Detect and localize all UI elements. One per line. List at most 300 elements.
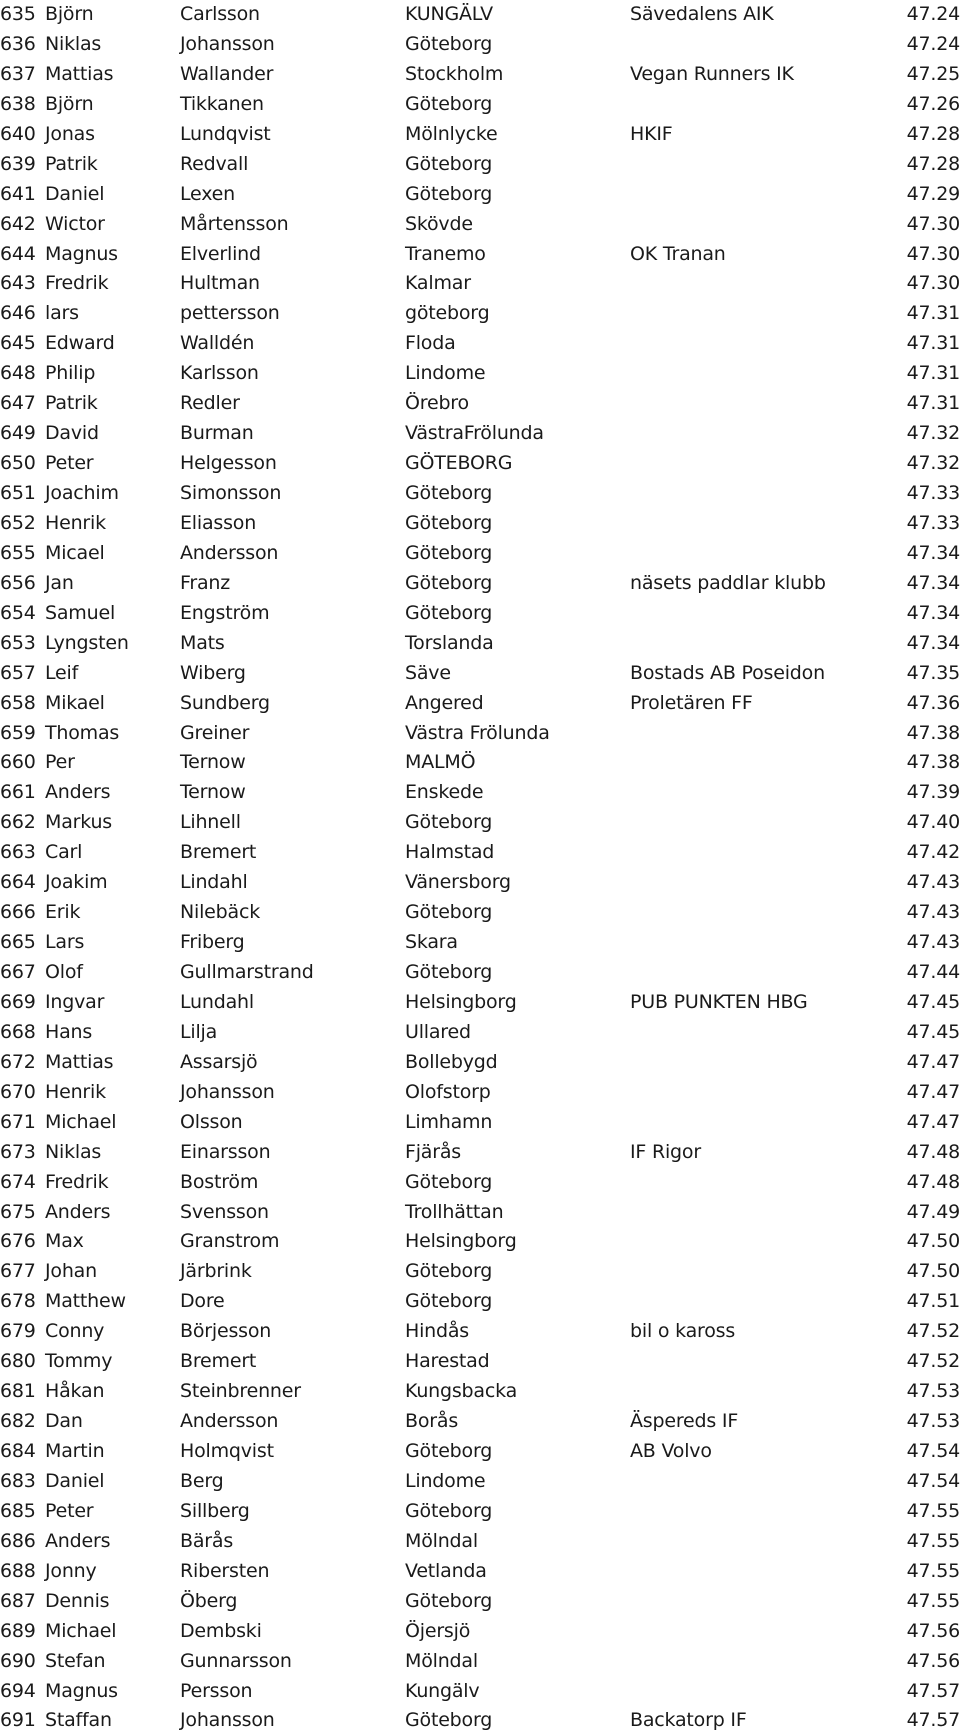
first-name: Björn xyxy=(45,92,94,115)
finish-time: 47.47 xyxy=(906,1080,960,1103)
start-number: 643 xyxy=(0,272,36,295)
start-number: 677 xyxy=(0,1260,36,1283)
result-row xyxy=(0,299,960,329)
city: Göteborg xyxy=(405,1499,493,1522)
result-row xyxy=(0,1078,960,1108)
start-number: 650 xyxy=(0,452,36,475)
first-name: Anders xyxy=(45,1200,111,1223)
result-row xyxy=(0,838,960,868)
last-name: Gullmarstrand xyxy=(180,961,314,983)
first-name: David xyxy=(45,422,99,445)
club: näsets paddlar klubb xyxy=(630,571,826,594)
start-number: 661 xyxy=(0,781,36,804)
last-name: Ternow xyxy=(180,751,246,774)
first-name: Leif xyxy=(45,661,79,684)
city: Göteborg xyxy=(405,482,493,504)
start-number: 678 xyxy=(0,1290,36,1313)
start-number: 682 xyxy=(0,1410,36,1433)
finish-time: 47.56 xyxy=(906,1649,960,1672)
finish-time: 47.30 xyxy=(906,242,960,265)
last-name: Gunnarsson xyxy=(180,1649,292,1672)
finish-time: 47.34 xyxy=(906,631,960,654)
start-number: 658 xyxy=(0,691,36,714)
first-name: Matthew xyxy=(45,1290,126,1313)
result-row xyxy=(0,60,960,90)
last-name: Boström xyxy=(180,1170,259,1193)
result-row xyxy=(0,1527,960,1557)
last-name: Ternow xyxy=(180,781,246,804)
last-name: Persson xyxy=(180,1679,253,1702)
finish-time: 47.43 xyxy=(906,901,960,924)
start-number: 686 xyxy=(0,1529,36,1552)
start-number: 638 xyxy=(0,92,36,115)
result-row xyxy=(0,599,960,629)
city: Skara xyxy=(405,931,458,954)
finish-time: 47.51 xyxy=(906,1290,960,1313)
last-name: Greiner xyxy=(180,721,250,744)
first-name: Michael xyxy=(45,1110,117,1133)
finish-time: 47.25 xyxy=(906,62,960,85)
finish-time: 47.47 xyxy=(906,1110,960,1133)
city: Hindås xyxy=(405,1320,470,1343)
start-number: 656 xyxy=(0,571,36,594)
city: Kungsbacka xyxy=(405,1380,518,1403)
result-row xyxy=(0,1257,960,1287)
finish-time: 47.29 xyxy=(906,182,960,205)
city: Göteborg xyxy=(405,32,493,55)
city: Tranemo xyxy=(405,242,486,265)
city: Olofstorp xyxy=(405,1080,491,1103)
city: Göteborg xyxy=(405,1260,493,1283)
first-name: Henrik xyxy=(45,1080,106,1103)
city: Göteborg xyxy=(405,152,493,175)
finish-time: 47.43 xyxy=(906,931,960,954)
last-name: Bremert xyxy=(180,1350,257,1373)
start-number: 691 xyxy=(0,1709,36,1732)
start-number: 662 xyxy=(0,811,36,834)
finish-time: 47.32 xyxy=(906,422,960,445)
city: Göteborg xyxy=(405,1290,493,1313)
result-row xyxy=(0,1198,960,1228)
result-row xyxy=(0,659,960,689)
city: Göteborg xyxy=(405,1709,493,1732)
start-number: 659 xyxy=(0,721,36,744)
finish-time: 47.34 xyxy=(906,601,960,624)
result-row xyxy=(0,0,960,30)
finish-time: 47.50 xyxy=(906,1260,960,1283)
city: Stockholm xyxy=(405,62,504,85)
finish-time: 47.31 xyxy=(906,302,960,325)
first-name: Mattias xyxy=(45,1050,114,1073)
finish-time: 47.28 xyxy=(906,122,960,145)
first-name: Mattias xyxy=(45,62,114,85)
club: bil o kaross xyxy=(630,1320,736,1343)
result-row xyxy=(0,569,960,599)
city: Bollebygd xyxy=(405,1050,498,1073)
first-name: Peter xyxy=(45,1499,94,1522)
last-name: Andersson xyxy=(180,541,279,564)
last-name: Tikkanen xyxy=(180,92,264,115)
finish-time: 47.55 xyxy=(906,1559,960,1582)
start-number: 640 xyxy=(0,122,36,145)
city: Västra Frölunda xyxy=(405,721,550,744)
start-number: 672 xyxy=(0,1050,36,1073)
start-number: 664 xyxy=(0,871,36,894)
start-number: 688 xyxy=(0,1559,36,1582)
result-row xyxy=(0,329,960,359)
club: HKIF xyxy=(630,122,673,145)
last-name: Eliasson xyxy=(180,511,257,534)
last-name: Öberg xyxy=(180,1589,238,1612)
city: Trollhättan xyxy=(405,1200,504,1223)
start-number: 670 xyxy=(0,1080,36,1103)
finish-time: 47.54 xyxy=(906,1469,960,1492)
city: Mölnlycke xyxy=(405,122,498,145)
last-name: Johansson xyxy=(180,32,275,55)
start-number: 683 xyxy=(0,1469,36,1492)
last-name: Steinbrenner xyxy=(180,1380,301,1403)
result-row xyxy=(0,509,960,539)
start-number: 648 xyxy=(0,362,36,385)
city: Göteborg xyxy=(405,601,493,624)
finish-time: 47.55 xyxy=(906,1589,960,1612)
city: Göteborg xyxy=(405,1170,493,1193)
last-name: Lihnell xyxy=(180,811,241,834)
result-row xyxy=(0,1557,960,1587)
last-name: Engström xyxy=(180,601,270,624)
finish-time: 47.48 xyxy=(906,1170,960,1193)
last-name: Dembski xyxy=(180,1619,262,1642)
last-name: Lindahl xyxy=(180,871,248,894)
finish-time: 47.57 xyxy=(906,1679,960,1702)
last-name: Sillberg xyxy=(180,1499,250,1522)
result-row xyxy=(0,210,960,240)
result-row xyxy=(0,1437,960,1467)
last-name: Redvall xyxy=(180,152,249,175)
city: Borås xyxy=(405,1410,459,1433)
result-row xyxy=(0,898,960,928)
start-number: 674 xyxy=(0,1170,36,1193)
city: Göteborg xyxy=(405,92,493,115)
start-number: 639 xyxy=(0,152,36,175)
first-name: Martin xyxy=(45,1440,105,1462)
start-number: 663 xyxy=(0,841,36,864)
first-name: Dan xyxy=(45,1410,83,1433)
result-row xyxy=(0,30,960,60)
finish-time: 47.43 xyxy=(906,871,960,894)
first-name: Patrik xyxy=(45,392,98,415)
start-number: 673 xyxy=(0,1140,36,1163)
city: Lindome xyxy=(405,1469,486,1492)
last-name: Assarsjö xyxy=(180,1050,258,1073)
city: Lindome xyxy=(405,362,486,385)
finish-time: 47.34 xyxy=(906,571,960,594)
first-name: Micael xyxy=(45,541,105,564)
start-number: 694 xyxy=(0,1679,36,1702)
finish-time: 47.33 xyxy=(906,511,960,534)
start-number: 660 xyxy=(0,751,36,774)
last-name: Hultman xyxy=(180,272,260,295)
last-name: Berg xyxy=(180,1469,224,1492)
start-number: 675 xyxy=(0,1200,36,1223)
result-row xyxy=(0,629,960,659)
finish-time: 47.35 xyxy=(906,661,960,684)
result-row xyxy=(0,1287,960,1317)
last-name: Wallander xyxy=(180,62,274,85)
city: Torslanda xyxy=(405,631,494,654)
last-name: Simonsson xyxy=(180,482,282,504)
first-name: Anders xyxy=(45,1529,111,1552)
city: Skövde xyxy=(405,212,473,235)
start-number: 687 xyxy=(0,1589,36,1612)
result-row xyxy=(0,1467,960,1497)
result-row xyxy=(0,1048,960,1078)
start-number: 646 xyxy=(0,302,36,325)
first-name: Jan xyxy=(45,571,74,594)
first-name: Fredrik xyxy=(45,272,109,295)
start-number: 680 xyxy=(0,1350,36,1373)
finish-time: 47.36 xyxy=(906,691,960,714)
first-name: Jonny xyxy=(45,1559,97,1582)
last-name: Granstrom xyxy=(180,1230,280,1253)
city: Enskede xyxy=(405,781,484,804)
finish-time: 47.52 xyxy=(906,1320,960,1343)
result-row xyxy=(0,90,960,120)
first-name: Wictor xyxy=(45,212,105,235)
last-name: Lexen xyxy=(180,182,235,205)
result-row xyxy=(0,150,960,180)
city: Öjersjö xyxy=(405,1619,471,1642)
first-name: Ingvar xyxy=(45,990,105,1013)
finish-time: 47.50 xyxy=(906,1230,960,1253)
last-name: Redler xyxy=(180,392,240,415)
start-number: 655 xyxy=(0,541,36,564)
finish-time: 47.45 xyxy=(906,990,960,1013)
city: Limhamn xyxy=(405,1110,493,1133)
result-row xyxy=(0,180,960,210)
result-row xyxy=(0,539,960,569)
last-name: Mårtensson xyxy=(180,212,289,235)
last-name: Carlsson xyxy=(180,3,260,25)
last-name: Lundqvist xyxy=(180,122,271,145)
club: Vegan Runners IK xyxy=(630,62,794,85)
result-row xyxy=(0,1587,960,1617)
result-row xyxy=(0,778,960,808)
start-number: 647 xyxy=(0,392,36,415)
first-name: Niklas xyxy=(45,32,102,55)
city: Göteborg xyxy=(405,182,493,205)
result-row xyxy=(0,449,960,479)
city: Mölndal xyxy=(405,1649,478,1672)
last-name: Holmqvist xyxy=(180,1440,274,1462)
result-row xyxy=(0,868,960,898)
finish-time: 47.44 xyxy=(906,961,960,983)
first-name: Erik xyxy=(45,901,81,924)
first-name: Daniel xyxy=(45,182,105,205)
start-number: 689 xyxy=(0,1619,36,1642)
first-name: Lyngsten xyxy=(45,631,129,654)
last-name: Sundberg xyxy=(180,691,270,714)
last-name: Walldén xyxy=(180,332,255,355)
start-number: 679 xyxy=(0,1320,36,1343)
finish-time: 47.42 xyxy=(906,841,960,864)
city: Vetlanda xyxy=(405,1559,487,1582)
finish-time: 47.26 xyxy=(906,92,960,115)
result-row xyxy=(0,1677,960,1707)
city: MALMÖ xyxy=(405,751,476,774)
city: VästraFrölunda xyxy=(405,422,544,445)
finish-time: 47.24 xyxy=(906,3,960,25)
start-number: 671 xyxy=(0,1110,36,1133)
first-name: Anders xyxy=(45,781,111,804)
city: KUNGÄLV xyxy=(405,3,493,25)
start-number: 657 xyxy=(0,661,36,684)
first-name: Edward xyxy=(45,332,115,355)
result-row xyxy=(0,1168,960,1198)
city: Helsingborg xyxy=(405,1230,517,1253)
start-number: 635 xyxy=(0,3,36,25)
last-name: Bärås xyxy=(180,1529,234,1552)
start-number: 637 xyxy=(0,62,36,85)
result-row xyxy=(0,1317,960,1347)
result-row xyxy=(0,689,960,719)
finish-time: 47.54 xyxy=(906,1440,960,1462)
city: Floda xyxy=(405,332,456,355)
first-name: Daniel xyxy=(45,1469,105,1492)
finish-time: 47.55 xyxy=(906,1529,960,1552)
finish-time: 47.31 xyxy=(906,392,960,415)
result-row xyxy=(0,808,960,838)
last-name: Johansson xyxy=(180,1080,275,1103)
first-name: Tommy xyxy=(45,1350,113,1373)
finish-time: 47.32 xyxy=(906,452,960,475)
last-name: Ribersten xyxy=(180,1559,270,1582)
finish-time: 47.38 xyxy=(906,721,960,744)
finish-time: 47.31 xyxy=(906,332,960,355)
result-row xyxy=(0,1108,960,1138)
result-row xyxy=(0,359,960,389)
result-row xyxy=(0,988,960,1018)
result-row xyxy=(0,1347,960,1377)
finish-time: 47.48 xyxy=(906,1140,960,1163)
last-name: pettersson xyxy=(180,302,280,325)
finish-time: 47.34 xyxy=(906,541,960,564)
first-name: Max xyxy=(45,1230,84,1253)
city: Halmstad xyxy=(405,841,495,864)
city: Örebro xyxy=(405,392,469,415)
start-number: 681 xyxy=(0,1380,36,1403)
city: Mölndal xyxy=(405,1529,478,1552)
start-number: 654 xyxy=(0,601,36,624)
start-number: 651 xyxy=(0,482,36,504)
result-row xyxy=(0,240,960,270)
club: IF Rigor xyxy=(630,1140,701,1163)
result-row xyxy=(0,748,960,778)
finish-time: 47.30 xyxy=(906,212,960,235)
club: PUB PUNKTEN HBG xyxy=(630,990,808,1013)
city: Göteborg xyxy=(405,1440,493,1462)
first-name: Johan xyxy=(45,1260,97,1283)
finish-time: 47.38 xyxy=(906,751,960,774)
start-number: 642 xyxy=(0,212,36,235)
city: Kalmar xyxy=(405,272,471,295)
start-number: 676 xyxy=(0,1230,36,1253)
club: Bostads AB Poseidon xyxy=(630,661,825,684)
last-name: Svensson xyxy=(180,1200,269,1223)
last-name: Järbrink xyxy=(180,1260,252,1283)
result-row xyxy=(0,1407,960,1437)
start-number: 668 xyxy=(0,1020,36,1043)
club: Backatorp IF xyxy=(630,1709,747,1732)
last-name: Bremert xyxy=(180,841,257,864)
last-name: Johansson xyxy=(180,1709,275,1732)
first-name: Magnus xyxy=(45,1679,118,1702)
first-name: Joachim xyxy=(45,482,119,504)
start-number: 649 xyxy=(0,422,36,445)
city: Göteborg xyxy=(405,811,493,834)
result-row xyxy=(0,1497,960,1527)
last-name: Karlsson xyxy=(180,362,259,385)
first-name: Håkan xyxy=(45,1380,105,1403)
city: Fjärås xyxy=(405,1140,462,1163)
finish-time: 47.31 xyxy=(906,362,960,385)
finish-time: 47.52 xyxy=(906,1350,960,1373)
finish-time: 47.47 xyxy=(906,1050,960,1073)
result-row xyxy=(0,1647,960,1677)
city: Ullared xyxy=(405,1020,471,1043)
city: Kungälv xyxy=(405,1679,480,1702)
finish-time: 47.40 xyxy=(906,811,960,834)
finish-time: 47.30 xyxy=(906,272,960,295)
result-row xyxy=(0,269,960,299)
start-number: 641 xyxy=(0,182,36,205)
last-name: Andersson xyxy=(180,1410,279,1433)
result-row xyxy=(0,120,960,150)
finish-time: 47.28 xyxy=(906,152,960,175)
first-name: Staffan xyxy=(45,1709,112,1732)
first-name: Patrik xyxy=(45,152,98,175)
last-name: Friberg xyxy=(180,931,245,954)
start-number: 653 xyxy=(0,631,36,654)
finish-time: 47.53 xyxy=(906,1410,960,1433)
city: Vänersborg xyxy=(405,871,511,894)
finish-time: 47.49 xyxy=(906,1200,960,1223)
last-name: Elverlind xyxy=(180,242,261,265)
finish-time: 47.45 xyxy=(906,1020,960,1043)
result-row xyxy=(0,389,960,419)
first-name: Stefan xyxy=(45,1649,106,1672)
club: Äspereds IF xyxy=(630,1410,739,1433)
first-name: Jonas xyxy=(45,122,95,145)
first-name: Peter xyxy=(45,452,94,475)
start-number: 644 xyxy=(0,242,36,265)
last-name: Börjesson xyxy=(180,1320,272,1343)
first-name: Michael xyxy=(45,1619,117,1642)
start-number: 652 xyxy=(0,511,36,534)
last-name: Dore xyxy=(180,1290,225,1313)
finish-time: 47.53 xyxy=(906,1380,960,1403)
last-name: Franz xyxy=(180,571,231,594)
last-name: Burman xyxy=(180,422,254,445)
city: Harestad xyxy=(405,1350,490,1373)
start-number: 690 xyxy=(0,1649,36,1672)
result-row xyxy=(0,1138,960,1168)
last-name: Einarsson xyxy=(180,1140,271,1163)
start-number: 645 xyxy=(0,332,36,355)
start-number: 684 xyxy=(0,1440,36,1462)
finish-time: 47.55 xyxy=(906,1499,960,1522)
city: Helsingborg xyxy=(405,990,517,1013)
